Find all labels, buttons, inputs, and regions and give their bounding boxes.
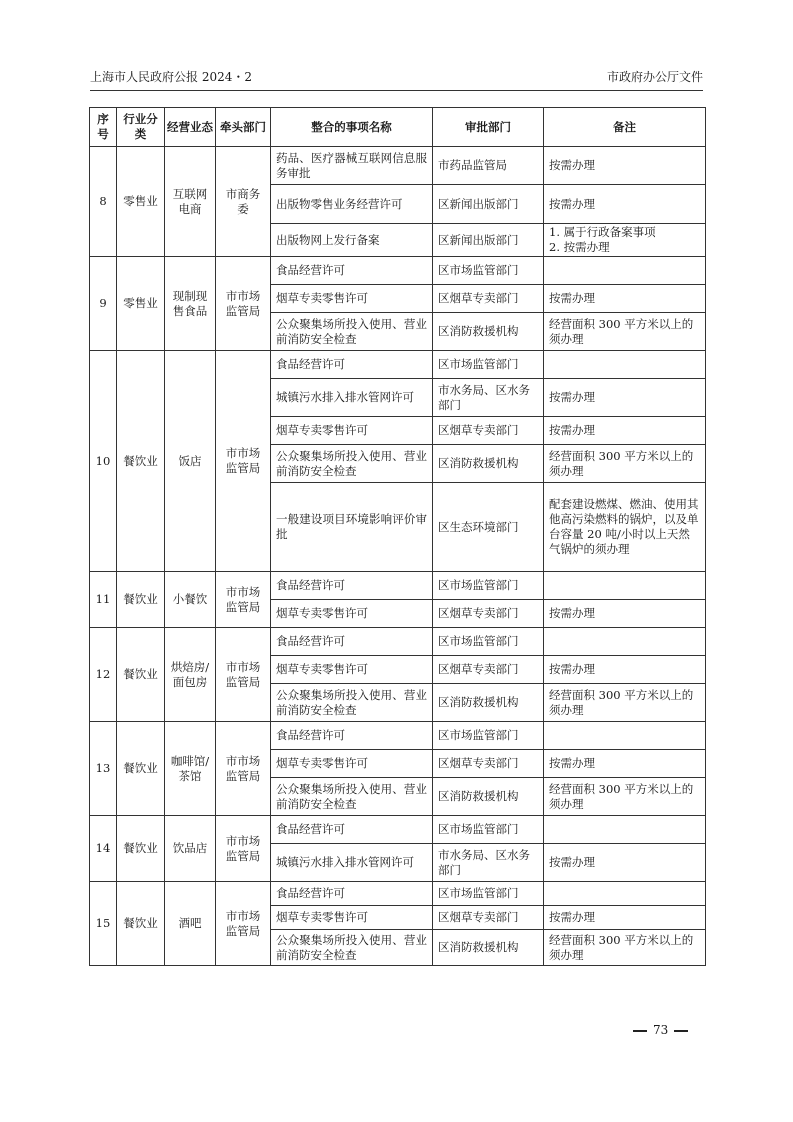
table-header-row <box>90 108 706 147</box>
approval-department: 区市场监管部门 <box>433 882 544 906</box>
approval-items-table <box>89 107 706 966</box>
approval-department: 区生态环境部门 <box>433 483 544 572</box>
integrated-item-name: 食品经营许可 <box>271 351 433 379</box>
industry-category: 餐饮业 <box>117 882 165 966</box>
approval-department: 市水务局、区水务部门 <box>433 379 544 417</box>
integrated-item-name: 烟草专卖零售许可 <box>271 600 433 628</box>
business-format: 烘焙房/面包房 <box>165 628 216 722</box>
remark <box>544 882 706 906</box>
page-number: 73 <box>653 1023 669 1037</box>
table-row <box>90 816 706 844</box>
integrated-item-name: 公众聚集场所投入使用、营业前消防安全检查 <box>271 778 433 816</box>
footer-dash <box>674 1030 688 1032</box>
approval-department: 市药品监管局 <box>433 147 544 185</box>
industry-category: 餐饮业 <box>117 351 165 572</box>
table-row <box>90 882 706 906</box>
remark: 按需办理 <box>544 417 706 445</box>
row-number: 14 <box>90 816 117 882</box>
approval-department: 区烟草专卖部门 <box>433 906 544 930</box>
industry-category: 餐饮业 <box>117 628 165 722</box>
integrated-item-name: 出版物网上发行备案 <box>271 224 433 257</box>
business-format: 饮品店 <box>165 816 216 882</box>
approval-department: 区市场监管部门 <box>433 351 544 379</box>
business-format: 互联网电商 <box>165 147 216 257</box>
integrated-item-name: 一般建设项目环境影响评价审批 <box>271 483 433 572</box>
approval-department: 区消防救援机构 <box>433 313 544 351</box>
integrated-item-name: 公众聚集场所投入使用、营业前消防安全检查 <box>271 684 433 722</box>
column-header: 整合的事项名称 <box>271 108 433 147</box>
integrated-item-name: 食品经营许可 <box>271 882 433 906</box>
business-format: 饭店 <box>165 351 216 572</box>
remark: 按需办理 <box>544 147 706 185</box>
remark <box>544 628 706 656</box>
lead-department: 市市场监管局 <box>216 882 271 966</box>
remark: 1. 属于行政备案事项 2. 按需办理 <box>544 224 706 257</box>
row-number: 13 <box>90 722 117 816</box>
approval-department: 区市场监管部门 <box>433 816 544 844</box>
table-row <box>90 572 706 600</box>
remark: 经营面积 300 平方米以上的须办理 <box>544 930 706 966</box>
integrated-item-name: 公众聚集场所投入使用、营业前消防安全检查 <box>271 445 433 483</box>
integrated-item-name: 烟草专卖零售许可 <box>271 285 433 313</box>
integrated-item-name: 公众聚集场所投入使用、营业前消防安全检查 <box>271 930 433 966</box>
lead-department: 市商务委 <box>216 147 271 257</box>
integrated-item-name: 公众聚集场所投入使用、营业前消防安全检查 <box>271 313 433 351</box>
remark <box>544 351 706 379</box>
integrated-item-name: 食品经营许可 <box>271 257 433 285</box>
integrated-item-name: 烟草专卖零售许可 <box>271 906 433 930</box>
row-number: 12 <box>90 628 117 722</box>
remark: 按需办理 <box>544 600 706 628</box>
approval-department: 区消防救援机构 <box>433 778 544 816</box>
column-header: 备注 <box>544 108 706 147</box>
integrated-item-name: 烟草专卖零售许可 <box>271 750 433 778</box>
integrated-item-name: 出版物零售业务经营许可 <box>271 185 433 224</box>
approval-department: 区烟草专卖部门 <box>433 656 544 684</box>
remark: 按需办理 <box>544 379 706 417</box>
approval-department: 区市场监管部门 <box>433 572 544 600</box>
business-format: 现制现售食品 <box>165 257 216 351</box>
lead-department: 市市场监管局 <box>216 572 271 628</box>
remark: 经营面积 300 平方米以上的须办理 <box>544 684 706 722</box>
industry-category: 零售业 <box>117 147 165 257</box>
remark: 按需办理 <box>544 285 706 313</box>
approval-department: 区烟草专卖部门 <box>433 750 544 778</box>
approval-department: 区烟草专卖部门 <box>433 600 544 628</box>
row-number: 9 <box>90 257 117 351</box>
remark <box>544 257 706 285</box>
integrated-item-name: 城镇污水排入排水管网许可 <box>271 844 433 882</box>
approval-department: 区市场监管部门 <box>433 257 544 285</box>
document-category: 市政府办公厅文件 <box>606 70 703 84</box>
page-footer <box>627 1023 694 1037</box>
remark: 按需办理 <box>544 906 706 930</box>
column-header: 牵头部门 <box>216 108 271 147</box>
approval-department: 区新闻出版部门 <box>433 224 544 257</box>
approval-department: 区消防救援机构 <box>433 684 544 722</box>
table-body <box>90 147 706 966</box>
lead-department: 市市场监管局 <box>216 351 271 572</box>
lead-department: 市市场监管局 <box>216 257 271 351</box>
table-row <box>90 351 706 379</box>
lead-department: 市市场监管局 <box>216 628 271 722</box>
lead-department: 市市场监管局 <box>216 816 271 882</box>
footer-dash <box>633 1030 647 1032</box>
page-header <box>90 66 703 91</box>
integrated-item-name: 城镇污水排入排水管网许可 <box>271 379 433 417</box>
row-number: 8 <box>90 147 117 257</box>
approval-department: 区新闻出版部门 <box>433 185 544 224</box>
approval-department: 区烟草专卖部门 <box>433 417 544 445</box>
industry-category: 餐饮业 <box>117 722 165 816</box>
approval-department: 区消防救援机构 <box>433 930 544 966</box>
table-row <box>90 628 706 656</box>
business-format: 咖啡馆/茶馆 <box>165 722 216 816</box>
table-row <box>90 147 706 185</box>
publication-title: 上海市人民政府公报 2024・2 <box>90 70 252 84</box>
approval-department: 区市场监管部门 <box>433 628 544 656</box>
column-header: 序号 <box>90 108 117 147</box>
column-header: 审批部门 <box>433 108 544 147</box>
remark <box>544 572 706 600</box>
integrated-item-name: 食品经营许可 <box>271 572 433 600</box>
column-header: 经营业态 <box>165 108 216 147</box>
remark <box>544 816 706 844</box>
business-format: 酒吧 <box>165 882 216 966</box>
remark: 经营面积 300 平方米以上的须办理 <box>544 445 706 483</box>
column-header: 行业分类 <box>117 108 165 147</box>
remark: 经营面积 300 平方米以上的须办理 <box>544 313 706 351</box>
approval-department: 区消防救援机构 <box>433 445 544 483</box>
table-row <box>90 257 706 285</box>
integrated-item-name: 食品经营许可 <box>271 628 433 656</box>
remark: 配套建设燃煤、燃油、使用其他高污染燃料的锅炉，以及单台容量 20 吨/小时以上天然气锅炉的须办理 <box>544 483 706 572</box>
remark: 按需办理 <box>544 844 706 882</box>
table-row <box>90 722 706 750</box>
approval-department: 市水务局、区水务部门 <box>433 844 544 882</box>
approval-department: 区烟草专卖部门 <box>433 285 544 313</box>
remark: 按需办理 <box>544 750 706 778</box>
industry-category: 零售业 <box>117 257 165 351</box>
row-number: 10 <box>90 351 117 572</box>
business-format: 小餐饮 <box>165 572 216 628</box>
lead-department: 市市场监管局 <box>216 722 271 816</box>
remark: 按需办理 <box>544 185 706 224</box>
integrated-item-name: 药品、医疗器械互联网信息服务审批 <box>271 147 433 185</box>
integrated-item-name: 食品经营许可 <box>271 722 433 750</box>
row-number: 11 <box>90 572 117 628</box>
remark: 按需办理 <box>544 656 706 684</box>
industry-category: 餐饮业 <box>117 816 165 882</box>
remark: 经营面积 300 平方米以上的须办理 <box>544 778 706 816</box>
approval-department: 区市场监管部门 <box>433 722 544 750</box>
row-number: 15 <box>90 882 117 966</box>
industry-category: 餐饮业 <box>117 572 165 628</box>
integrated-item-name: 烟草专卖零售许可 <box>271 656 433 684</box>
integrated-item-name: 食品经营许可 <box>271 816 433 844</box>
remark <box>544 722 706 750</box>
integrated-item-name: 烟草专卖零售许可 <box>271 417 433 445</box>
